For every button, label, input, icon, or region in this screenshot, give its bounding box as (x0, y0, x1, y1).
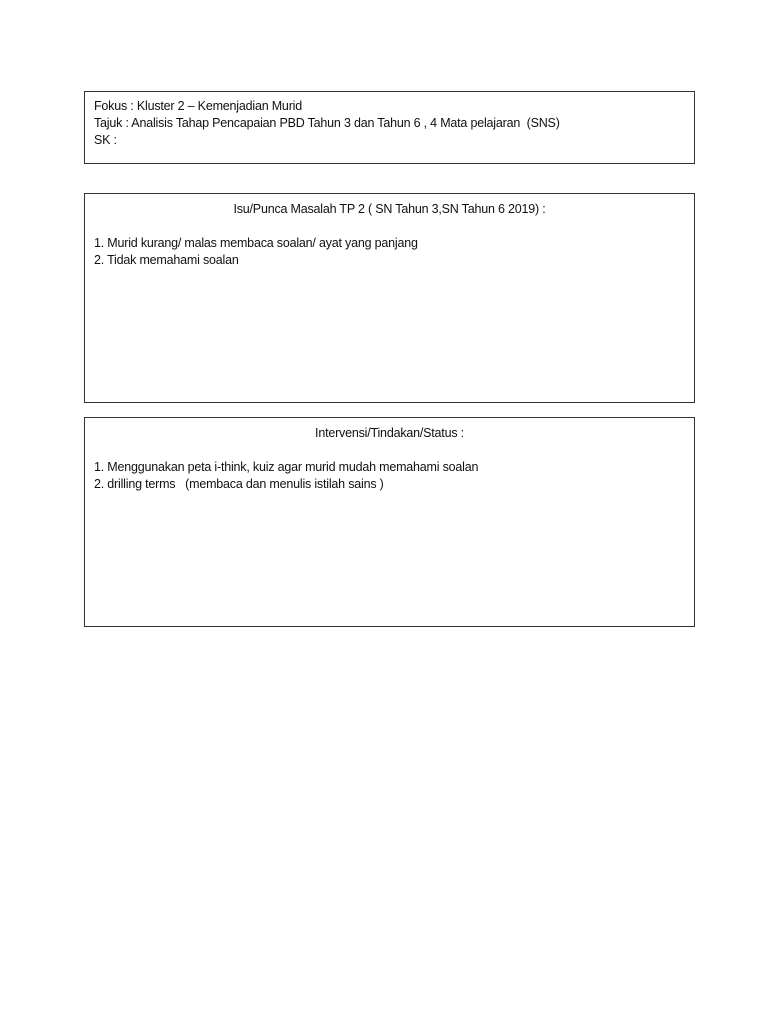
intervention-title: Intervensi/Tindakan/Status : (315, 426, 464, 440)
issue-item: 1. Murid kurang/ malas membaca soalan/ ayat yang panjang (94, 236, 418, 250)
sk-text: SK : (94, 133, 117, 147)
issue-title: Isu/Punca Masalah TP 2 ( SN Tahun 3,SN Tahun 6 2019) : (233, 202, 546, 216)
issue-box (84, 193, 695, 403)
tajuk-text: Tajuk : Analisis Tahap Pencapaian PBD Tahun 3 dan Tahun 6 , 4 Mata pelajaran (SNS) (94, 116, 560, 130)
intervention-box (84, 417, 695, 627)
header-info-box (84, 91, 695, 164)
intervention-item: 1. Menggunakan peta i-think, kuiz agar murid mudah memahami soalan (94, 460, 479, 474)
issue-item: 2. Tidak memahami soalan (94, 253, 239, 267)
intervention-item: 2. drilling terms (membaca dan menulis istilah sains ) (94, 477, 384, 491)
fokus-text: Fokus : Kluster 2 – Kemenjadian Murid (94, 99, 302, 113)
